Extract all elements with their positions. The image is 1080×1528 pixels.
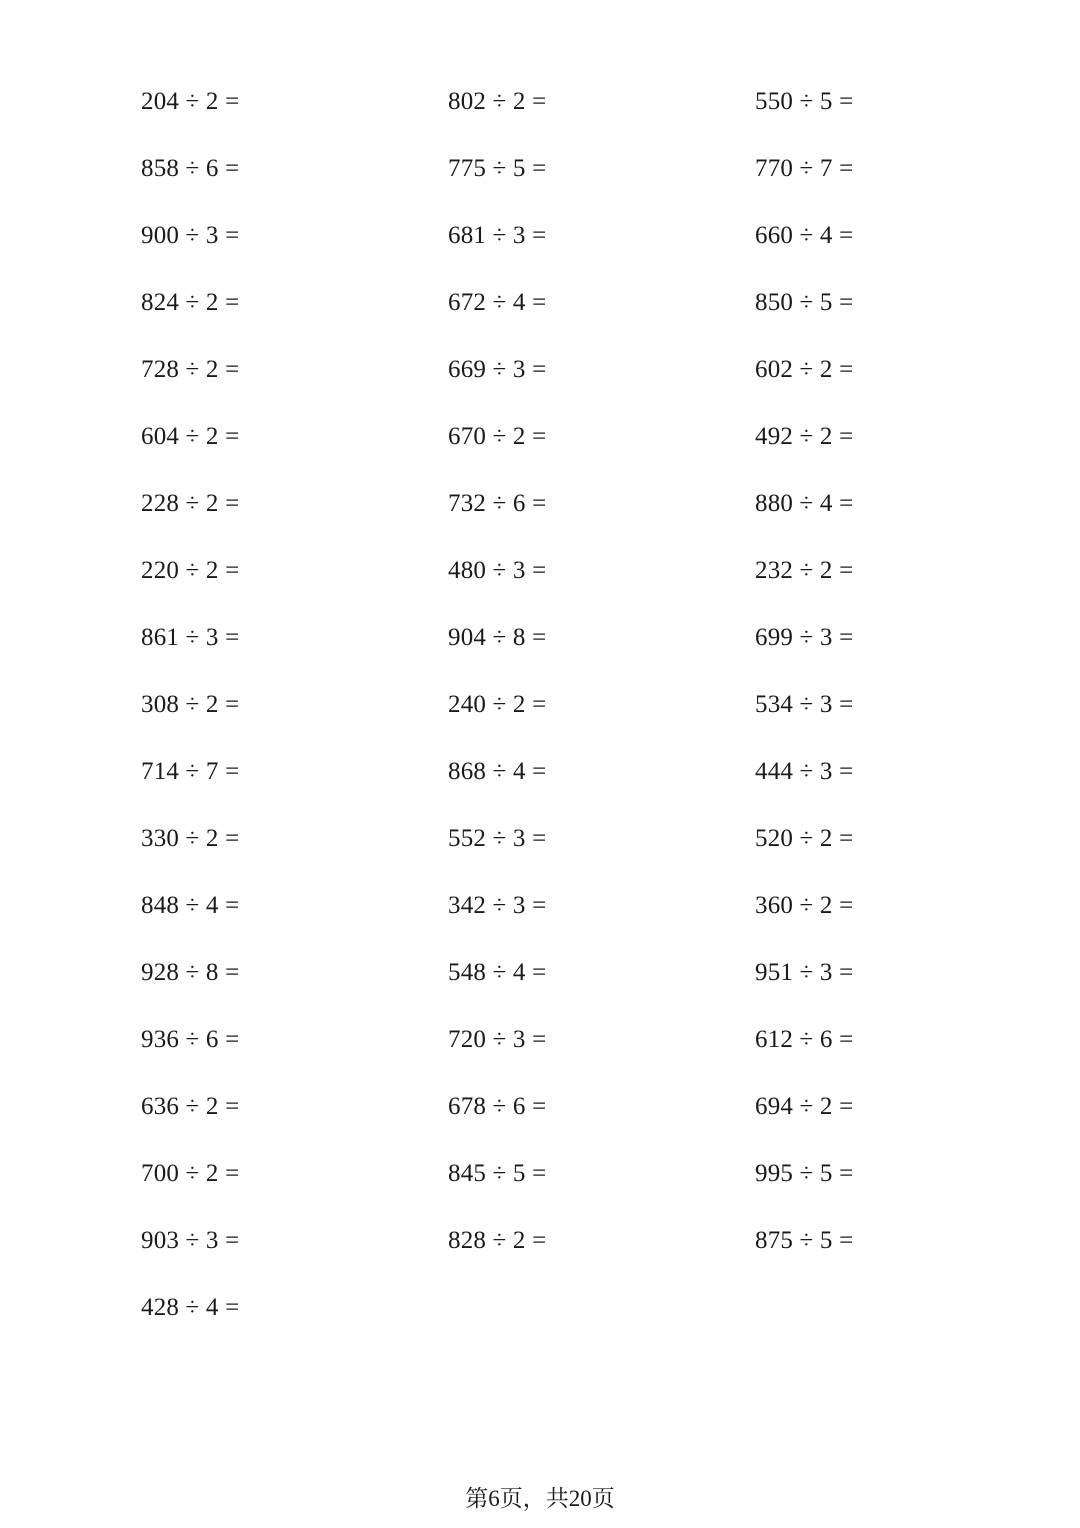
division-problem: 900 ÷ 3 = — [141, 222, 240, 249]
division-problem: 204 ÷ 2 = — [141, 88, 240, 115]
division-problem: 480 ÷ 3 = — [448, 557, 547, 584]
division-problem: 612 ÷ 6 = — [755, 1026, 854, 1053]
division-problem: 858 ÷ 6 = — [141, 155, 240, 182]
division-problem: 699 ÷ 3 = — [755, 624, 854, 651]
division-problem: 342 ÷ 3 = — [448, 892, 547, 919]
division-problem: 240 ÷ 2 = — [448, 691, 547, 718]
division-problem: 845 ÷ 5 = — [448, 1160, 547, 1187]
division-problem: 904 ÷ 8 = — [448, 624, 547, 651]
division-problem: 700 ÷ 2 = — [141, 1160, 240, 1187]
division-problem: 220 ÷ 2 = — [141, 557, 240, 584]
division-problem: 775 ÷ 5 = — [448, 155, 547, 182]
division-problem: 848 ÷ 4 = — [141, 892, 240, 919]
division-problem: 520 ÷ 2 = — [755, 825, 854, 852]
problem-column-3 — [755, 84, 1015, 1290]
division-problem: 720 ÷ 3 = — [448, 1026, 547, 1053]
division-problem: 850 ÷ 5 = — [755, 289, 854, 316]
division-problem: 714 ÷ 7 = — [141, 758, 240, 785]
division-problem: 728 ÷ 2 = — [141, 356, 240, 383]
division-problem: 936 ÷ 6 = — [141, 1026, 240, 1053]
division-problem: 669 ÷ 3 = — [448, 356, 547, 383]
division-problem: 928 ÷ 8 = — [141, 959, 240, 986]
division-problem: 951 ÷ 3 = — [755, 959, 854, 986]
division-problem: 308 ÷ 2 = — [141, 691, 240, 718]
division-problem: 550 ÷ 5 = — [755, 88, 854, 115]
division-problem: 232 ÷ 2 = — [755, 557, 854, 584]
division-problem: 552 ÷ 3 = — [448, 825, 547, 852]
division-problem: 492 ÷ 2 = — [755, 423, 854, 450]
page-number-footer: 第6页，共20页 — [465, 1486, 615, 1511]
division-problem: 548 ÷ 4 = — [448, 959, 547, 986]
division-problem: 444 ÷ 3 = — [755, 758, 854, 785]
problem-column-2 — [448, 84, 708, 1290]
division-problem: 672 ÷ 4 = — [448, 289, 547, 316]
division-problem: 534 ÷ 3 = — [755, 691, 854, 718]
division-problem: 861 ÷ 3 = — [141, 624, 240, 651]
division-problem: 903 ÷ 3 = — [141, 1227, 240, 1254]
division-problem: 995 ÷ 5 = — [755, 1160, 854, 1187]
division-problem: 732 ÷ 6 = — [448, 490, 547, 517]
division-problem: 330 ÷ 2 = — [141, 825, 240, 852]
division-problem: 828 ÷ 2 = — [448, 1227, 547, 1254]
division-problem: 604 ÷ 2 = — [141, 423, 240, 450]
division-problem: 694 ÷ 2 = — [755, 1093, 854, 1120]
division-problem: 681 ÷ 3 = — [448, 222, 547, 249]
division-problem: 678 ÷ 6 = — [448, 1093, 547, 1120]
division-problem: 868 ÷ 4 = — [448, 758, 547, 785]
division-problem: 875 ÷ 5 = — [755, 1227, 854, 1254]
division-problem: 636 ÷ 2 = — [141, 1093, 240, 1120]
division-problem: 660 ÷ 4 = — [755, 222, 854, 249]
division-problem: 602 ÷ 2 = — [755, 356, 854, 383]
problem-column-1 — [141, 84, 401, 1357]
division-problem: 802 ÷ 2 = — [448, 88, 547, 115]
division-problem: 360 ÷ 2 = — [755, 892, 854, 919]
division-problem: 670 ÷ 2 = — [448, 423, 547, 450]
division-problem: 824 ÷ 2 = — [141, 289, 240, 316]
division-problem: 880 ÷ 4 = — [755, 490, 854, 517]
division-problem: 770 ÷ 7 = — [755, 155, 854, 182]
division-problem: 228 ÷ 2 = — [141, 490, 240, 517]
division-problem: 428 ÷ 4 = — [141, 1294, 240, 1321]
